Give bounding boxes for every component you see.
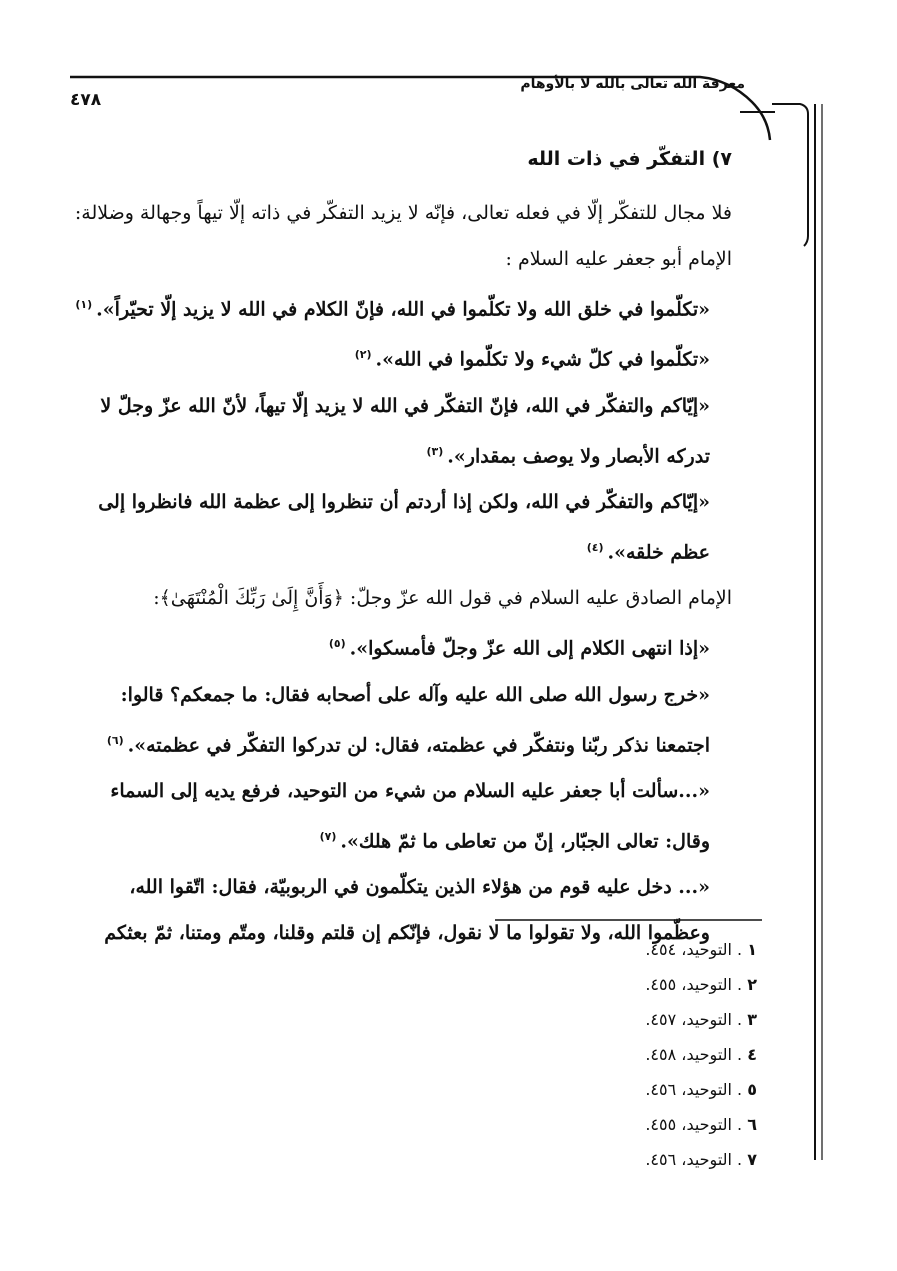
footnote-text: . التوحيد، ٤٥٥. bbox=[645, 975, 743, 994]
footnote-number: ١ bbox=[747, 940, 757, 959]
quote-1 bbox=[72, 282, 732, 332]
footnote-item bbox=[497, 1142, 757, 1177]
footnote-number: ٧ bbox=[747, 1150, 757, 1169]
footnote-ref: (٢) bbox=[354, 348, 372, 362]
intro-paragraph bbox=[72, 190, 732, 236]
footnote-ref: (٦) bbox=[106, 733, 124, 747]
speaker-text: الإمام الصادق عليه السلام في قول الله عزّ وجلّ: ﴿وَأَنَّ إِلَىٰ رَبِّكَ الْمُنْتَهَىٰ﴾: bbox=[153, 587, 732, 610]
footnote-ref: (٣) bbox=[426, 444, 444, 458]
footnotes-list bbox=[497, 932, 757, 1177]
footnote-number: ٦ bbox=[747, 1115, 757, 1134]
footnote-text: . التوحيد، ٤٥٦. bbox=[645, 1080, 743, 1099]
footnote-number: ٣ bbox=[747, 1010, 757, 1029]
footnote-item bbox=[497, 1002, 757, 1037]
quote-text: «تكلّموا في خلق الله ولا تكلّموا في الله، فإنّ الكلام في الله لا يزيد إلّا تحيّراً». bbox=[96, 298, 710, 321]
quote-text: «إذا انتهى الكلام إلى الله عزّ وجلّ فأمسكوا». bbox=[349, 637, 710, 660]
section-heading: ٧) التفكّر في ذات الله bbox=[527, 148, 732, 170]
speaker-text: الإمام أبو جعفر عليه السلام : bbox=[505, 248, 732, 270]
intro-text: فلا مجال للتفكّر إلّا في فعله تعالى، فإنّه لا يزيد التفكّر في ذاته إلّا تيهاً وجهالة وضلالة: bbox=[74, 202, 732, 224]
footnote-text: . التوحيد، ٤٥٧. bbox=[645, 1010, 743, 1029]
footnote-item bbox=[497, 1072, 757, 1107]
quote-7 bbox=[72, 768, 732, 864]
quote-text: «... دخل عليه قوم من هؤلاء الذين يتكلّمون في الربوبيّة، فقال: اتّقوا الله، وعظّموا الله، ولا تقولوا ما لا نقول، فإنّكم إن قلتم وقلنا، ومتّم ومتنا، ثمّ بعثكم bbox=[104, 876, 710, 945]
quote-text: «إيّاكم والتفكّر في الله، فإنّ التفكّر في الله لا يزيد إلّا تيهاً، لأنّ الله عزّ وجلّ لا تدركه الأبصار ولا يوصف بمقدار». bbox=[100, 394, 710, 467]
page-number: ٤٧٨ bbox=[70, 90, 102, 110]
quote-2 bbox=[72, 332, 732, 382]
speaker-abu-jafar bbox=[72, 236, 732, 282]
footnote-number: ٢ bbox=[747, 975, 757, 994]
footnote-text: . التوحيد، ٤٥٥. bbox=[645, 1115, 743, 1134]
footnote-item bbox=[497, 967, 757, 1002]
footnote-text: . التوحيد، ٤٥٨. bbox=[645, 1045, 743, 1064]
footnote-ref: (٥) bbox=[328, 637, 346, 651]
quote-5 bbox=[72, 621, 732, 671]
footnote-ref: (٤) bbox=[586, 540, 604, 554]
footnote-text: . التوحيد، ٤٥٤. bbox=[645, 940, 743, 959]
quote-text: «تكلّموا في كلّ شيء ولا تكلّموا في الله». bbox=[375, 348, 710, 371]
footnote-text: . التوحيد، ٤٥٦. bbox=[645, 1150, 743, 1169]
running-header-title: معرفة الله تعالى بالله لا بالأوهام bbox=[520, 76, 745, 92]
speaker-al-sadiq bbox=[72, 575, 732, 621]
main-content bbox=[72, 148, 732, 956]
footnote-number: ٤ bbox=[747, 1045, 757, 1064]
footnote-item bbox=[497, 1037, 757, 1072]
footnote-ref: (١) bbox=[75, 298, 93, 311]
quote-text: «خرج رسول الله صلى الله عليه وآله على أصحابه فقال: ما جمعكم؟ قالوا: اجتمعنا نذكر ربّنا ونتفكّر في عظمته، فقال: لن تدركوا التفكّر في عظمته». bbox=[120, 683, 710, 756]
quote-4 bbox=[72, 479, 732, 575]
footnote-item bbox=[497, 1107, 757, 1142]
footnote-number: ٥ bbox=[747, 1080, 757, 1099]
quote-3 bbox=[72, 383, 732, 479]
quote-6 bbox=[72, 672, 732, 768]
footnote-ref: (٧) bbox=[319, 829, 337, 843]
footnote-item bbox=[497, 932, 757, 967]
quote-text: «إيّاكم والتفكّر في الله، ولكن إذا أردتم أن تنظروا إلى عظمة الله فانظروا إلى عظم خلقه». bbox=[98, 490, 710, 564]
quote-text: «...سألت أبا جعفر عليه السلام من شيء من التوحيد، فرفع يديه إلى السماء وقال: تعالى الجبّار، إنّ من تعاطى ما ثمّ هلك». bbox=[110, 779, 710, 853]
